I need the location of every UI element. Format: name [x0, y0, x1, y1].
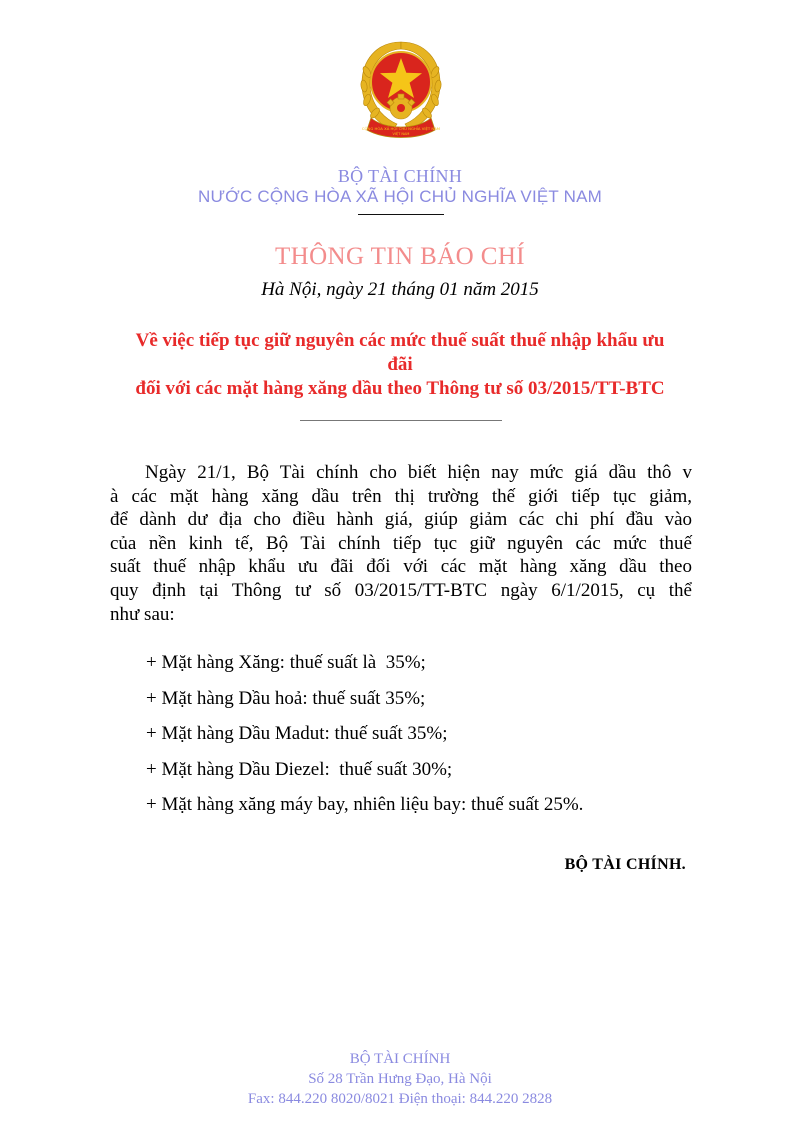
list-item: + Mặt hàng Dầu hoả: thuế suất 35%;: [146, 687, 426, 709]
body-line: Ngày 21/1, Bộ Tài chính cho biết hiện nay mức giá dầu thô v: [145, 462, 692, 483]
svg-text:VIỆT NAM: VIỆT NAM: [392, 132, 410, 136]
footer-contact: Fax: 844.220 8020/8021 Điện thoại: 844.220 2828: [247, 1091, 553, 1107]
subject-heading: [100, 329, 700, 401]
list-item: + Mặt hàng Xăng: thuế suất là 35%;: [146, 652, 426, 673]
list-item: + Mặt hàng Dầu Madut: thuế suất 35%;: [146, 723, 448, 744]
body-line: quy định tại Thông tư số 03/2015/TT-BTC ngày 6/1/2015, cụ thể: [110, 579, 692, 601]
subject-line: Về việc tiếp tục giữ nguyên các mức thuế suất thuế nhập khẩu ưu: [135, 330, 665, 351]
header-divider: [358, 214, 444, 215]
footer-address: Số 28 Trần Hưng Đạo, Hà Nội: [308, 1071, 492, 1087]
signature: BỘ TÀI CHÍNH.: [564, 856, 686, 873]
body-line: suất thuế nhập khẩu ưu đãi đối với các mặt hàng xăng dầu theo: [110, 556, 692, 578]
list-item: + Mặt hàng Dầu Diezel: thuế suất 30%;: [146, 758, 453, 780]
tax-rate-list: [146, 652, 583, 830]
subject-line: đối với các mặt hàng xăng dầu theo Thông tư số 03/2015/TT-BTC: [135, 378, 665, 399]
footer: [0, 1049, 800, 1109]
document-title: THÔNG TIN BÁO CHÍ: [274, 243, 526, 270]
vietnam-national-emblem-icon: [357, 38, 445, 142]
list-item: + Mặt hàng xăng máy bay, nhiên liệu bay: thuế suất 25%.: [146, 794, 584, 815]
subject-divider: [300, 420, 502, 421]
body-line: của nền kinh tế, Bộ Tài chính tiếp tục giữ nguyên các mức thuế: [110, 532, 692, 554]
body-paragraph: [110, 461, 692, 626]
header-country: NƯỚC CỘNG HÒA XÃ HỘI CHỦ NGHĨA VIỆT NAM: [197, 187, 603, 206]
header-organization: BỘ TÀI CHÍNH: [337, 166, 463, 186]
subject-line: đãi: [387, 354, 413, 375]
date-line: Hà Nội, ngày 21 tháng 01 năm 2015: [261, 279, 539, 300]
body-line: như sau:: [110, 603, 175, 625]
emblem-ribbon-text: CỘNG HÒA XÃ HỘI CHỦ NGHĨA VIỆT NAM: [361, 126, 441, 131]
body-line: để dành dư địa cho điều hành giá, giúp giảm các chi phí đầu vào: [110, 509, 692, 531]
footer-organization: BỘ TÀI CHÍNH: [349, 1051, 451, 1067]
body-line: à các mặt hàng xăng dầu trên thị trường thế giới tiếp tục giảm,: [110, 485, 692, 507]
